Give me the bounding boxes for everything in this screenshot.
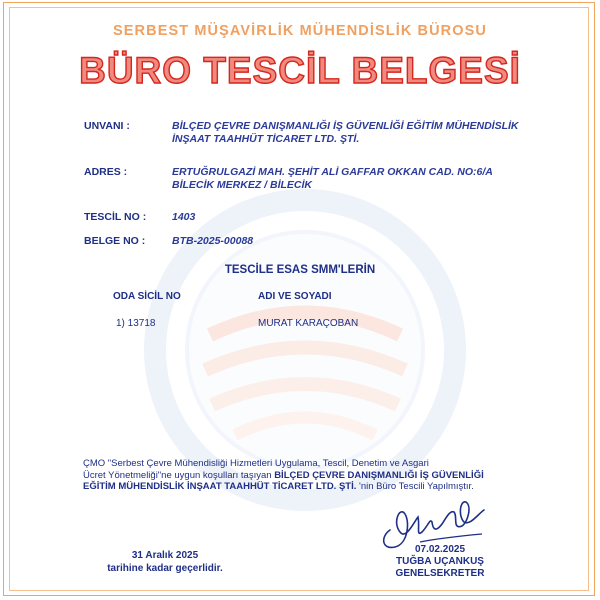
footer-line-2 xyxy=(83,470,553,482)
footer-line-2-text: Ücret Yönetmeliği"ne uygun koşulları taşıyan xyxy=(83,469,275,481)
validity-text: tarihine kadar geçerlidir. xyxy=(107,563,223,574)
belge-no-label: BELGE NO : xyxy=(84,235,146,247)
footer-line-3-text: 'nin Büro Tescili Yapılmıştır. xyxy=(356,481,474,492)
unvan-label: UNVANI : xyxy=(84,120,130,132)
adres-value xyxy=(172,166,493,192)
signer-title: GENELSEKRETER xyxy=(395,568,485,579)
member-name: MURAT KARAÇOBAN xyxy=(258,318,359,329)
validity-block xyxy=(100,549,230,575)
footer-line-3 xyxy=(83,481,553,493)
column-header-name: ADI VE SOYADI xyxy=(258,291,332,302)
organization-name: SERBEST MÜŞAVİRLİK MÜHENDİSLİK BÜROSU xyxy=(113,23,487,39)
adres-label: ADRES : xyxy=(84,166,128,178)
tescil-no-label: TESCİL NO : xyxy=(84,211,147,223)
unvan-line-1: BİLÇED ÇEVRE DANIŞMANLIĞI İŞ GÜVENLİĞİ EĞİTİM MÜHENDİSLİK xyxy=(172,120,519,132)
footer-company-part-1: BİLÇED ÇEVRE DANIŞMANLIĞI İŞ GÜVENLİĞİ xyxy=(274,469,484,481)
member-sicil: 1) 13718 xyxy=(116,318,156,329)
belge-no-value: BTB-2025-00088 xyxy=(172,235,254,247)
issue-date: 07.02.2025 xyxy=(414,544,466,555)
adres-line-2: BİLECİK MERKEZ / BİLECİK xyxy=(172,179,313,191)
certificate-title: BÜRO TESCİL BELGESİ xyxy=(79,50,521,91)
members-section-title: TESCİLE ESAS SMM'LERİN xyxy=(224,264,376,276)
unvan-value xyxy=(172,120,519,146)
adres-line-1: ERTUĞRULGAZİ MAH. ŞEHİT ALİ GAFFAR OKKAN CAD. NO:6/A xyxy=(172,166,493,178)
tescil-no-value: 1403 xyxy=(172,211,196,223)
footer-company-part-2: EĞİTİM MÜHENDİSLİK İNŞAAT TAAHHÜT TİCARET LTD. ŞTİ. xyxy=(83,481,357,492)
footer-line-1: ÇMO "Serbest Çevre Mühendisliği Hizmetleri Uygulama, Tescil, Denetim ve Asgari xyxy=(83,458,429,469)
unvan-line-2: İNŞAAT TAAHHÜT TİCARET LTD. ŞTİ. xyxy=(172,133,360,145)
signer-name: TUĞBA UÇANKUŞ xyxy=(396,556,484,567)
footer-statement xyxy=(83,458,553,493)
issuer-block xyxy=(380,544,500,580)
validity-date: 31 Aralık 2025 xyxy=(131,550,199,561)
column-header-sicil: ODA SİCİL NO xyxy=(113,291,181,302)
